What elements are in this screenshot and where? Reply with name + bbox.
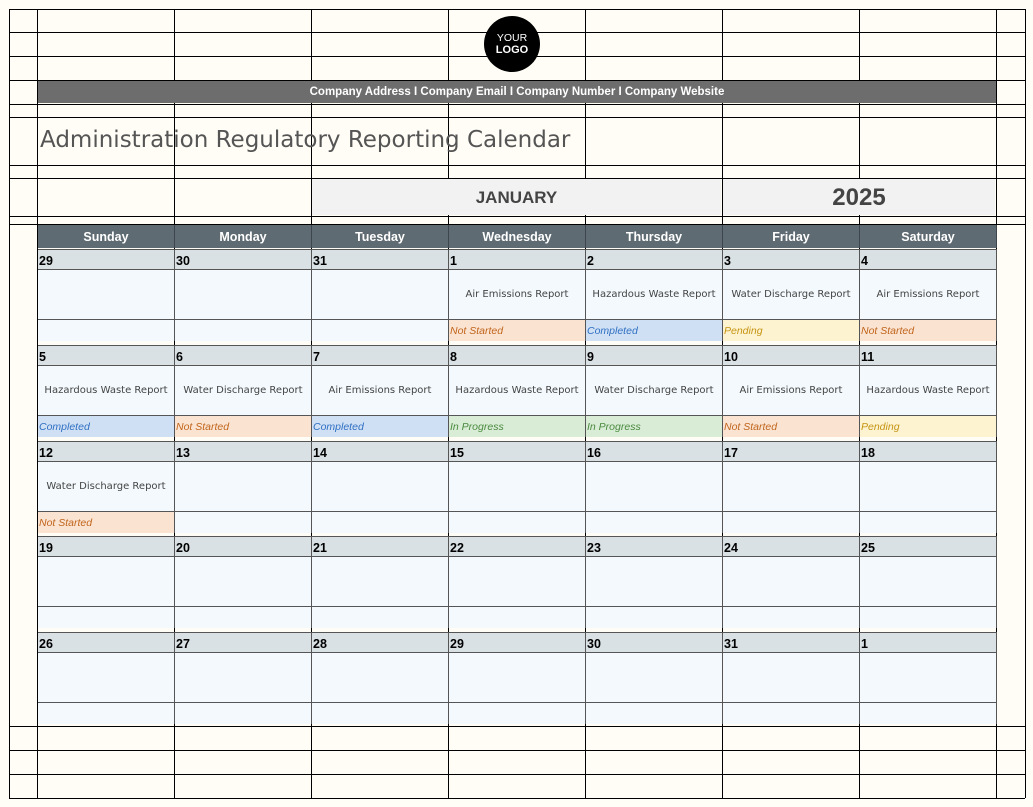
- status-badge[interactable]: [860, 606, 997, 628]
- day-number: 24: [723, 536, 860, 557]
- grid-column-line: [9, 9, 10, 798]
- day-cell-report[interactable]: Air Emissions Report: [449, 270, 586, 319]
- day-cell-report[interactable]: [312, 557, 449, 606]
- status-badge[interactable]: [860, 511, 997, 533]
- day-cell-report[interactable]: [175, 462, 312, 511]
- page-title: Administration Regulatory Reporting Calendar: [40, 127, 571, 153]
- day-cell-report[interactable]: [312, 270, 449, 319]
- day-cell-report[interactable]: [449, 557, 586, 606]
- grid-row-line: [9, 726, 1025, 727]
- day-cell-report[interactable]: [38, 653, 175, 702]
- status-badge[interactable]: [586, 702, 723, 724]
- day-cell-report[interactable]: [586, 653, 723, 702]
- status-badge[interactable]: [175, 606, 312, 628]
- day-number: 7: [312, 345, 449, 366]
- day-cell-report[interactable]: [38, 270, 175, 319]
- day-cell-report[interactable]: [860, 653, 997, 702]
- status-badge[interactable]: Not Started: [175, 415, 312, 437]
- day-cell-report[interactable]: [586, 462, 723, 511]
- day-number: 18: [860, 441, 997, 462]
- status-badge[interactable]: [723, 702, 860, 724]
- day-cell-report[interactable]: [860, 462, 997, 511]
- year-label: 2025: [723, 179, 995, 215]
- status-badge[interactable]: [312, 319, 449, 341]
- weekday-header-sunday: Sunday: [38, 225, 175, 248]
- status-badge[interactable]: [175, 319, 312, 341]
- status-badge[interactable]: [449, 511, 586, 533]
- status-badge[interactable]: [38, 702, 175, 724]
- day-number: 3: [723, 249, 860, 270]
- day-cell-report[interactable]: Hazardous Waste Report: [449, 366, 586, 415]
- day-cell-report[interactable]: [860, 557, 997, 606]
- day-number: 1: [449, 249, 586, 270]
- status-badge[interactable]: In Progress: [586, 415, 723, 437]
- day-number: 28: [312, 632, 449, 653]
- status-badge[interactable]: [38, 606, 175, 628]
- day-number: 29: [38, 249, 175, 270]
- status-badge[interactable]: [312, 606, 449, 628]
- grid-column-line: [1025, 9, 1026, 798]
- day-number: 9: [586, 345, 723, 366]
- logo-line-2: LOGO: [495, 44, 529, 56]
- day-number: 14: [312, 441, 449, 462]
- day-number: 31: [312, 249, 449, 270]
- logo-line-1: YOUR: [496, 32, 528, 44]
- weekday-header-monday: Monday: [175, 225, 312, 248]
- status-badge[interactable]: Not Started: [860, 319, 997, 341]
- day-cell-report[interactable]: [449, 653, 586, 702]
- day-cell-report[interactable]: [723, 462, 860, 511]
- day-number: 30: [586, 632, 723, 653]
- grid-row-line: [9, 798, 1025, 799]
- day-cell-report[interactable]: Air Emissions Report: [723, 366, 860, 415]
- day-number: 21: [312, 536, 449, 557]
- day-cell-report[interactable]: [175, 270, 312, 319]
- day-cell-report[interactable]: [175, 653, 312, 702]
- grid-row-line: [9, 774, 1025, 775]
- day-cell-report[interactable]: Hazardous Waste Report: [38, 366, 175, 415]
- day-number: 17: [723, 441, 860, 462]
- day-cell-report[interactable]: [586, 557, 723, 606]
- status-badge[interactable]: Not Started: [38, 511, 175, 533]
- day-number: 15: [449, 441, 586, 462]
- status-badge[interactable]: [723, 606, 860, 628]
- day-cell-report[interactable]: Air Emissions Report: [312, 366, 449, 415]
- weekday-header-friday: Friday: [723, 225, 860, 248]
- grid-row-line: [9, 216, 1025, 217]
- day-cell-report[interactable]: [312, 653, 449, 702]
- day-number: 27: [175, 632, 312, 653]
- status-badge[interactable]: In Progress: [449, 415, 586, 437]
- grid-row-line: [9, 165, 1025, 166]
- day-number: 4: [860, 249, 997, 270]
- day-cell-report[interactable]: Water Discharge Report: [38, 462, 175, 511]
- day-number: 16: [586, 441, 723, 462]
- day-number: 5: [38, 345, 175, 366]
- weekday-header-saturday: Saturday: [860, 225, 997, 248]
- company-info-bar: Company Address I Company Email I Company Number I Company Website: [38, 81, 996, 103]
- status-badge[interactable]: [312, 702, 449, 724]
- status-badge[interactable]: [586, 511, 723, 533]
- status-badge[interactable]: [175, 702, 312, 724]
- day-number: 25: [860, 536, 997, 557]
- day-number: 31: [723, 632, 860, 653]
- status-badge[interactable]: [449, 606, 586, 628]
- status-badge[interactable]: [449, 702, 586, 724]
- status-badge[interactable]: Completed: [312, 415, 449, 437]
- status-badge[interactable]: Pending: [860, 415, 997, 437]
- status-badge[interactable]: Pending: [723, 319, 860, 341]
- day-number: 19: [38, 536, 175, 557]
- weekday-header-wednesday: Wednesday: [449, 225, 586, 248]
- status-badge[interactable]: [860, 702, 997, 724]
- grid-row-line: [9, 9, 1025, 10]
- day-cell-report[interactable]: [723, 653, 860, 702]
- day-cell-report[interactable]: Water Discharge Report: [586, 366, 723, 415]
- day-number: 11: [860, 345, 997, 366]
- day-number: 2: [586, 249, 723, 270]
- weekday-header-tuesday: Tuesday: [312, 225, 449, 248]
- status-badge[interactable]: [723, 511, 860, 533]
- month-label: JANUARY: [312, 179, 721, 215]
- day-number: 23: [586, 536, 723, 557]
- day-number: 13: [175, 441, 312, 462]
- day-cell-report[interactable]: Air Emissions Report: [860, 270, 997, 319]
- day-cell-report[interactable]: [449, 462, 586, 511]
- status-badge[interactable]: Completed: [38, 415, 175, 437]
- day-number: 20: [175, 536, 312, 557]
- status-badge[interactable]: [312, 511, 449, 533]
- status-badge[interactable]: Not Started: [723, 415, 860, 437]
- day-number: 22: [449, 536, 586, 557]
- day-number: 26: [38, 632, 175, 653]
- day-cell-report[interactable]: [175, 557, 312, 606]
- day-number: 12: [38, 441, 175, 462]
- day-number: 1: [860, 632, 997, 653]
- status-badge[interactable]: [38, 319, 175, 341]
- day-number: 8: [449, 345, 586, 366]
- day-cell-report[interactable]: [723, 557, 860, 606]
- day-number: 29: [449, 632, 586, 653]
- status-badge[interactable]: Completed: [586, 319, 723, 341]
- grid-row-line: [9, 750, 1025, 751]
- day-number: 10: [723, 345, 860, 366]
- day-cell-report[interactable]: Hazardous Waste Report: [860, 366, 997, 415]
- status-badge[interactable]: Not Started: [449, 319, 586, 341]
- grid-row-line: [9, 117, 1025, 118]
- day-cell-report[interactable]: [312, 462, 449, 511]
- status-badge[interactable]: [586, 606, 723, 628]
- grid-row-line: [9, 104, 1025, 105]
- company-logo: [484, 16, 540, 72]
- day-number: 30: [175, 249, 312, 270]
- day-cell-report[interactable]: Water Discharge Report: [723, 270, 860, 319]
- status-badge[interactable]: [175, 511, 312, 533]
- weekday-header-thursday: Thursday: [586, 225, 723, 248]
- day-number: 6: [175, 345, 312, 366]
- day-cell-report[interactable]: Hazardous Waste Report: [586, 270, 723, 319]
- day-cell-report[interactable]: [38, 557, 175, 606]
- day-cell-report[interactable]: Water Discharge Report: [175, 366, 312, 415]
